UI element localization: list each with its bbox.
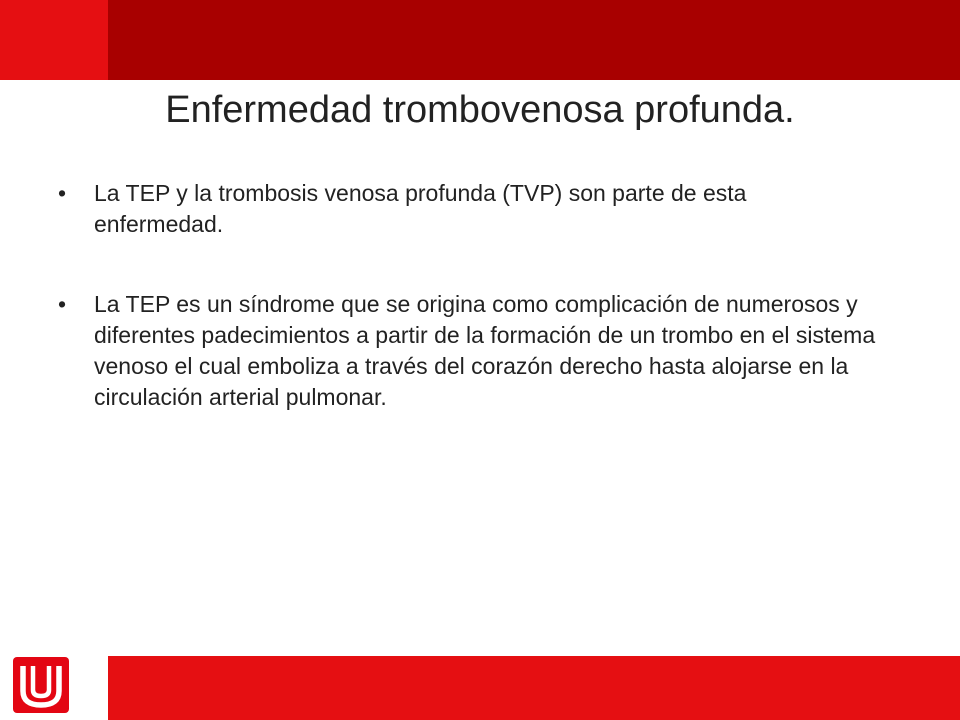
header-accent-block xyxy=(0,0,108,80)
bullet-item-2 xyxy=(58,289,878,414)
bullet-item-1 xyxy=(58,178,878,241)
bullet-text: La TEP y la trombosis venosa profunda (TVP) son parte de esta enfermedad. xyxy=(94,180,747,238)
slide-title: Enfermedad trombovenosa profunda. xyxy=(165,89,795,131)
footer-band xyxy=(108,656,960,720)
university-u-logo-icon xyxy=(13,657,69,713)
bullet-marker: • xyxy=(58,290,67,317)
header-band xyxy=(108,0,960,80)
bullet-list xyxy=(58,178,878,414)
bullet-marker: • xyxy=(58,180,67,206)
bullet-text: La TEP es un síndrome que se origina como complicación de numerosos y diferentes padecimientos a partir de la formación de un trombo en el sistema venoso el cual emboliza a través del corazón derecho hasta alojarse en la circulación arterial pulmonar. xyxy=(94,290,876,411)
